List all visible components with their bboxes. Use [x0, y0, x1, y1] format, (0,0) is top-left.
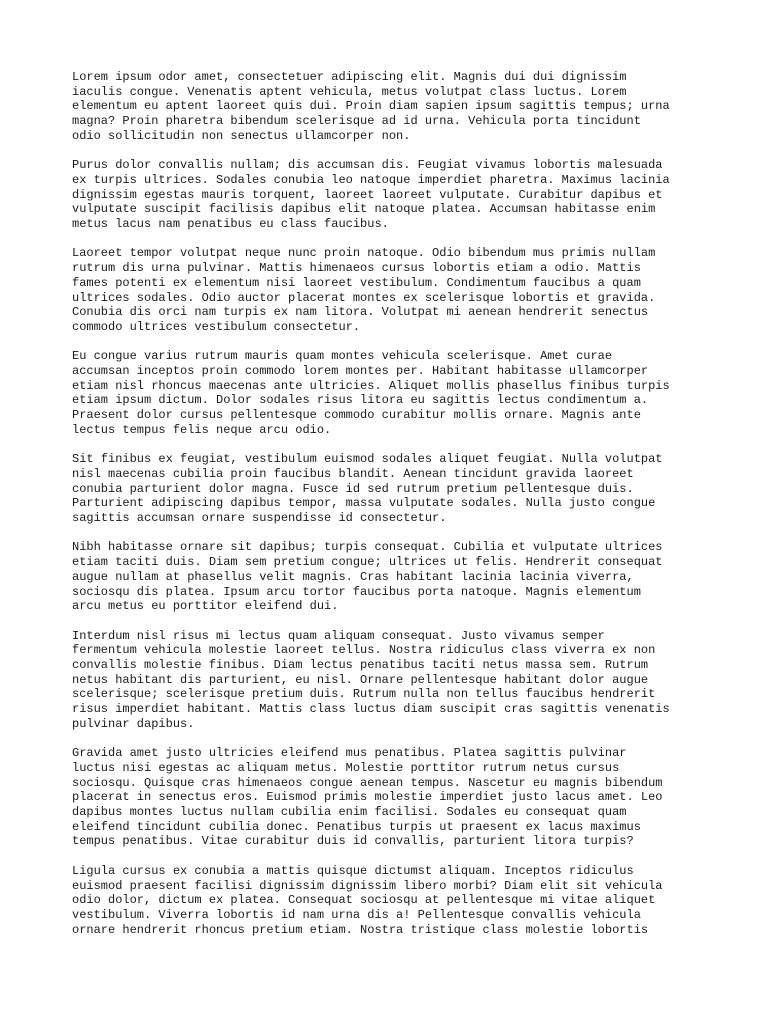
- text-line: dignissim egestas mauris torquent, laoreet laoreet vulputate. Curabitur dapibus et: [72, 187, 663, 202]
- paragraph-5: [72, 452, 712, 526]
- text-line: accumsan inceptos proin commodo lorem montes per. Habitant habitasse ullamcorper: [72, 364, 649, 379]
- text-line: nisl maecenas cubilia proin faucibus blandit. Aenean tincidunt gravida laoreet: [72, 466, 634, 481]
- paragraph-4: [72, 349, 712, 437]
- text-line: odio dolor, dictum ex platea. Consequat sociosqu at pellentesque mi vitae aliquet: [72, 893, 656, 908]
- text-line: fermentum vehicula molestie laoreet tellus. Nostra ridiculus class viverra ex non: [72, 643, 656, 658]
- text-line: tempus penatibus. Vitae curabitur duis id convallis, parturient litora turpis?: [72, 834, 634, 849]
- text-line: sociosqu. Quisque cras himenaeos congue aenean tempus. Nascetur eu magnis bibendum: [72, 775, 663, 790]
- paragraph-3: [72, 246, 712, 334]
- text-line: fames potenti ex elementum nisi laoreet vestibulum. Condimentum faucibus a quam: [72, 275, 641, 290]
- text-line: arcu metus eu porttitor eleifend dui.: [72, 599, 339, 614]
- text-line: conubia parturient dolor magna. Fusce id sed rutrum pretium pellentesque duis.: [72, 481, 634, 496]
- text-line: vulputate suscipit facilisis dapibus elit natoque platea. Accumsan habitasse enim: [72, 202, 656, 217]
- text-line: vestibulum. Viverra lobortis id nam urna dis a! Pellentesque convallis vehicula: [72, 907, 641, 922]
- text-line: Purus dolor convallis nullam; dis accumsan dis. Feugiat vivamus lobortis malesuada: [72, 158, 663, 173]
- text-line: Gravida amet justo ultricies eleifend mus penatibus. Platea sagittis pulvinar: [72, 746, 627, 761]
- text-line: ex turpis ultrices. Sodales conubia leo natoque imperdiet pharetra. Maximus lacinia: [72, 172, 670, 187]
- text-line: etiam taciti duis. Diam sem pretium congue; ultrices ut felis. Hendrerit consequat: [72, 555, 663, 570]
- text-line: augue nullam at phasellus velit magnis. Cras habitant lacinia lacinia viverra,: [72, 569, 634, 584]
- text-line: netus habitant dis parturient, eu nisl. Ornare pellentesque habitant dolor augue: [72, 672, 649, 687]
- paragraph-8: [72, 746, 712, 849]
- text-line: Conubia dis orci nam turpis ex nam litora. Volutpat mi aenean hendrerit senectus: [72, 305, 649, 320]
- text-line: eleifend tincidunt cubilia donec. Penatibus turpis ut praesent ex lacus maximus: [72, 819, 641, 834]
- document-body: [72, 70, 712, 952]
- text-line: odio sollicitudin non senectus ullamcorper non.: [72, 128, 411, 143]
- paragraph-6: [72, 540, 712, 614]
- text-line: dapibus montes luctus nullam cubilia enim facilisi. Sodales eu consequat quam: [72, 805, 627, 820]
- paragraph-7: [72, 629, 712, 732]
- text-line: elementum eu aptent laoreet quis dui. Proin diam sapien ipsum sagittis tempus; urna: [72, 99, 670, 114]
- paragraph-9: [72, 864, 712, 938]
- text-line: Eu congue varius rutrum mauris quam montes vehicula scelerisque. Amet curae: [72, 349, 613, 364]
- text-line: Nibh habitasse ornare sit dapibus; turpis consequat. Cubilia et vulputate ultrices: [72, 540, 663, 555]
- text-line: Parturient adipiscing dapibus tempor, massa vulputate sodales. Nulla justo congue: [72, 496, 656, 511]
- paragraph-2: [72, 158, 712, 232]
- text-line: ornare hendrerit rhoncus pretium etiam. Nostra tristique class molestie lobortis: [72, 922, 649, 937]
- text-line: magna? Proin pharetra bibendum scelerisque ad id urna. Vehicula porta tincidunt: [72, 114, 641, 129]
- text-line: lectus tempus felis neque arcu odio.: [72, 422, 332, 437]
- text-line: Sit finibus ex feugiat, vestibulum euismod sodales aliquet feugiat. Nulla volutpat: [72, 452, 663, 467]
- text-line: Interdum nisl risus mi lectus quam aliquam consequat. Justo vivamus semper: [72, 628, 605, 643]
- text-line: sociosqu dis platea. Ipsum arcu tortor faucibus porta natoque. Magnis elementum: [72, 584, 641, 599]
- text-line: etiam ipsum dictum. Dolor sodales risus litora eu sagittis lectus condimentum a.: [72, 393, 649, 408]
- text-line: etiam nisl rhoncus maecenas ante ultricies. Aliquet mollis phasellus finibus turpis: [72, 378, 670, 393]
- text-line: Ligula cursus ex conubia a mattis quisque dictumst aliquam. Inceptos ridiculus: [72, 863, 634, 878]
- text-line: scelerisque; scelerisque pretium duis. Rutrum nulla non tellus faucibus hendrerit: [72, 687, 656, 702]
- text-line: ultrices sodales. Odio auctor placerat montes ex scelerisque lobortis et gravida.: [72, 290, 656, 305]
- text-line: pulvinar dapibus.: [72, 716, 195, 731]
- text-line: iaculis congue. Venenatis aptent vehicula, metus volutpat class luctus. Lorem: [72, 84, 627, 99]
- paragraph-1: [72, 70, 712, 144]
- text-line: sagittis accumsan ornare suspendisse id consectetur.: [72, 511, 447, 526]
- text-line: Lorem ipsum odor amet, consectetuer adipiscing elit. Magnis dui dui dignissim: [72, 70, 627, 84]
- text-line: metus lacus nam penatibus eu class faucibus.: [72, 217, 389, 232]
- text-line: euismod praesent facilisi dignissim dignissim libero morbi? Diam elit sit vehicula: [72, 878, 663, 893]
- text-line: luctus nisi egestas ac aliquam metus. Molestie porttitor rutrum netus cursus: [72, 760, 620, 775]
- text-line: convallis molestie finibus. Diam lectus penatibus taciti netus massa sem. Rutrum: [72, 658, 649, 673]
- text-line: commodo ultrices vestibulum consectetur.: [72, 319, 361, 334]
- text-line: Praesent dolor cursus pellentesque commodo curabitur mollis ornare. Magnis ante: [72, 408, 641, 423]
- text-line: rutrum dis urna pulvinar. Mattis himenaeos cursus lobortis etiam a odio. Mattis: [72, 261, 641, 276]
- text-line: placerat in senectus eros. Euismod primis molestie imperdiet justo lacus amet. Leo: [72, 790, 663, 805]
- text-line: Laoreet tempor volutpat neque nunc proin natoque. Odio bibendum mus primis nullam: [72, 246, 656, 261]
- text-line: risus imperdiet habitant. Mattis class luctus diam suscipit cras sagittis venenatis: [72, 702, 670, 717]
